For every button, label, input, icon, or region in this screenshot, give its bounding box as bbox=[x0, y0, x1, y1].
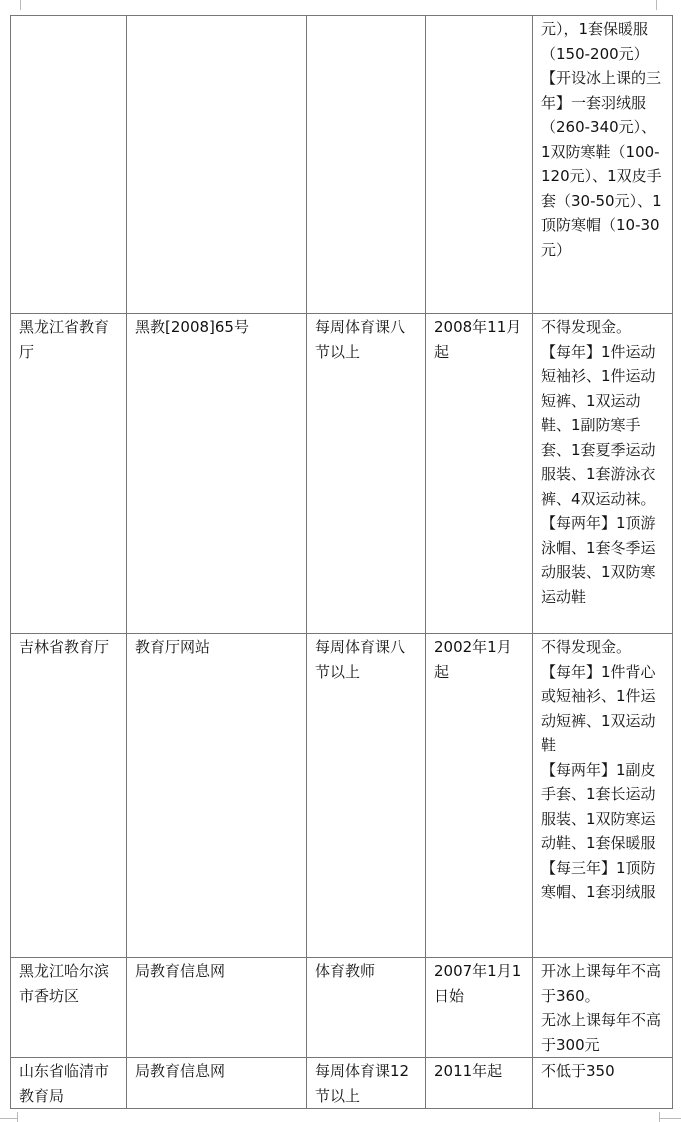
standard-line: 【每年】1件背心或短袖衫、1件运动短裤、1双运动鞋 bbox=[541, 662, 656, 754]
standard-line: 不得发现金。 bbox=[541, 318, 632, 336]
standard-cell bbox=[533, 314, 673, 634]
standard-cell bbox=[533, 634, 673, 958]
standard-line: 元），1套保暖服（150-200元） bbox=[541, 20, 649, 63]
org-cell: 吉林省教育厅 bbox=[11, 634, 127, 958]
standard-line: 无冰上课每年不高于300元 bbox=[541, 1011, 662, 1054]
condition-cell bbox=[307, 16, 426, 314]
standard-cell bbox=[533, 16, 673, 314]
standard-line: 【每两年】1副皮手套、1套长运动服装、1双防寒运动鞋、1套保暖服 bbox=[541, 760, 656, 852]
doc-cell: 局教育信息网 bbox=[127, 958, 307, 1058]
standard-line: 不得发现金。 bbox=[541, 638, 632, 656]
page-corner-mark bbox=[656, 0, 657, 10]
table-row bbox=[11, 16, 673, 314]
doc-cell: 黑教[2008]65号 bbox=[127, 314, 307, 634]
org-cell: 黑龙江省教育厅 bbox=[11, 314, 127, 634]
standard-line: 【每年】1件运动短袖衫、1件运动短裤、1双运动鞋、1副防寒手套、1套夏季运动服装、1套游泳衣裤、4双运动袜。 bbox=[541, 342, 656, 508]
doc-cell: 教育厅网站 bbox=[127, 634, 307, 958]
org-cell: 黑龙江哈尔滨市香坊区 bbox=[11, 958, 127, 1058]
standard-cell bbox=[533, 958, 673, 1058]
page-corner-mark bbox=[0, 1118, 18, 1119]
standard-cell bbox=[533, 1058, 673, 1109]
page-corner-mark bbox=[659, 1112, 660, 1122]
table-row bbox=[11, 1058, 673, 1109]
org-cell: 山东省临清市教育局 bbox=[11, 1058, 127, 1109]
page-corner-mark bbox=[17, 1112, 18, 1122]
page-corner-mark bbox=[659, 1118, 681, 1119]
policy-table bbox=[10, 15, 673, 1109]
doc-cell: 局教育信息网 bbox=[127, 1058, 307, 1109]
start-cell: 2002年1月起 bbox=[426, 634, 533, 958]
start-cell: 2011年起 bbox=[426, 1058, 533, 1109]
table-row bbox=[11, 958, 673, 1058]
doc-cell bbox=[127, 16, 307, 314]
start-cell bbox=[426, 16, 533, 314]
standard-line: 开冰上课每年不高于360。 bbox=[541, 962, 662, 1005]
page-corner-mark bbox=[20, 0, 21, 10]
standard-line: 【每三年】1顶防寒帽、1套羽绒服 bbox=[541, 858, 656, 901]
org-cell bbox=[11, 16, 127, 314]
condition-cell: 每周体育课12节以上 bbox=[307, 1058, 426, 1109]
condition-cell: 每周体育课八节以上 bbox=[307, 634, 426, 958]
start-cell: 2007年1月1日始 bbox=[426, 958, 533, 1058]
table-row bbox=[11, 314, 673, 634]
start-cell: 2008年11月起 bbox=[426, 314, 533, 634]
standard-line: 【每两年】1顶游泳帽、1套冬季运动服装、1双防寒运动鞋 bbox=[541, 514, 656, 606]
condition-cell: 体育教师 bbox=[307, 958, 426, 1058]
condition-cell: 每周体育课八节以上 bbox=[307, 314, 426, 634]
standard-line: 【开设冰上课的三年】一套羽绒服（260-340元）、1双防寒鞋（100-120元）、1双皮手套（30-50元）、1顶防寒帽（10-30元） bbox=[541, 69, 662, 259]
table-row bbox=[11, 634, 673, 958]
standard-line: 不低于350 bbox=[541, 1062, 615, 1080]
